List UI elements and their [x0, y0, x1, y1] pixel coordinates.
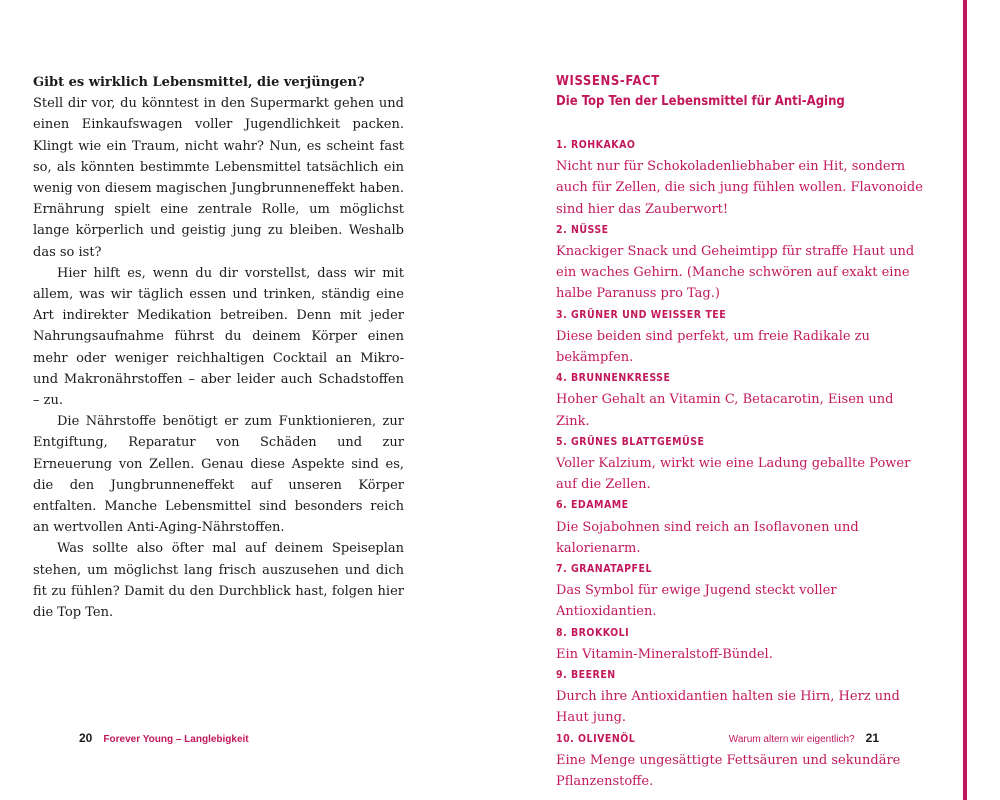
right-page-fact-box	[556, 72, 926, 792]
left-page	[33, 72, 404, 623]
list-item-heading: 6. EDAMAME	[556, 499, 629, 512]
page-edge-accent-bar	[963, 0, 967, 800]
list-item	[556, 220, 926, 305]
list-item-text: Durch ihre Antioxidantien halten sie Hirn, Herz und Haut jung.	[556, 689, 900, 726]
page-number: 21	[865, 731, 879, 745]
list-item-text: Knackiger Snack und Geheimtipp für straffe Haut und ein waches Gehirn. (Manche schwören auf exakt eine halbe Paranuss pro Tag.)	[556, 244, 915, 302]
paragraph: Was sollte also öfter mal auf deinem Speiseplan stehen, um möglichst lang frisch auszusehen und dich fit zu fühlen? Damit du den Durchblick hast, folgen hier die Top Ten.	[33, 541, 404, 621]
list-item-text: Diese beiden sind perfekt, um freie Radikale zu bekämpfen.	[556, 328, 870, 366]
list-item-heading: 4. BRUNNENKRESSE	[556, 372, 671, 385]
paragraph: Hier hilft es, wenn du dir vorstellst, dass wir mit allem, was wir täglich essen und trinken, ständig eine Art indirekter Medikation betreiben. Denn mit jeder Nahrungsaufnahme führst du deinem Körper einen mehr oder weniger reichhaltigen Cocktail an Mikro- und Makronährstoffen – aber leider auch Schadstoffen – zu.	[33, 265, 404, 409]
list-item	[556, 559, 926, 623]
list-item	[556, 135, 926, 220]
fact-title: Die Top Ten der Lebensmittel für Anti-Aging	[556, 94, 845, 109]
top-ten-list	[556, 135, 926, 792]
page-number: 20	[79, 731, 93, 745]
list-item-heading: 5. GRÜNES BLATTGEMÜSE	[556, 435, 705, 448]
list-item	[556, 432, 926, 496]
left-page-footer	[79, 731, 249, 745]
list-item-text: Ein Vitamin-Mineralstoff-Bündel.	[556, 646, 773, 662]
list-item-heading: 8. BROKKOLI	[556, 626, 630, 639]
list-item-text: Nicht nur für Schokoladenliebhaber ein Hit, sondern auch für Zellen, die sich jung fühlen wollen. Flavonoide sind hier das Zauberwort!	[556, 159, 923, 217]
fact-label: WISSENS-FACT	[556, 74, 660, 89]
list-item-heading: 1. ROHKAKAO	[556, 139, 636, 151]
list-item-text: Die Sojabohnen sind reich an Isoflavonen und kalorienarm.	[556, 519, 859, 556]
running-title: Forever Young – Langlebigkeit	[103, 734, 249, 745]
list-item-heading: 2. NÜSSE	[556, 223, 609, 236]
list-item	[556, 665, 926, 729]
list-item-heading: 9. BEEREN	[556, 669, 616, 682]
list-item-text: Hoher Gehalt an Vitamin C, Betacarotin, Eisen und Zink.	[556, 392, 894, 429]
list-item-text: Voller Kalzium, wirkt wie eine Ladung geballte Power auf die Zellen.	[556, 456, 911, 493]
list-item-text: Eine Menge ungesättigte Fettsäuren und sekundäre Pflanzenstoffe.	[556, 752, 901, 790]
list-item-heading: 3. GRÜNER UND WEISSER TEE	[556, 308, 727, 321]
section-heading: Gibt es wirklich Lebensmittel, die verjüngen?	[33, 75, 365, 90]
list-item-text: Das Symbol für ewige Jugend steckt voller Antioxidantien.	[556, 583, 837, 620]
list-item	[556, 495, 926, 559]
paragraph: Stell dir vor, du könntest in den Supermarkt gehen und einen Einkaufswagen voller Jugendlichkeit packen. Klingt wie ein Traum, nicht wahr? Nun, es scheint fast so, als könnten bestimmte Lebensmittel tatsächlich ein wenig von diesem magischen Jungbrunneneffekt haben. Ernährung spielt eine zentrale Rolle, um möglichst lange körperlich und geistig jung zu bleiben. Weshalb das so ist?	[33, 96, 404, 260]
paragraph: Die Nährstoffe benötigt er zum Funktionieren, zur Entgiftung, Reparatur von Schäden und zur Erneuerung von Zellen. Genau diese Aspekte sind es, die den Jungbrunneneffekt auf unseren Körper entfalten. Manche Lebensmittel sind besonders reich an wertvollen Anti-Aging-Nährstoffen.	[33, 414, 404, 536]
right-page-footer	[729, 731, 879, 745]
list-item-heading: 7. GRANATAPFEL	[556, 563, 652, 576]
list-item	[556, 368, 926, 432]
list-item	[556, 305, 926, 369]
running-title: Warum altern wir eigentlich?	[728, 734, 855, 745]
list-item	[556, 623, 926, 665]
list-item-heading: 10. OLIVENÖL	[556, 732, 636, 745]
